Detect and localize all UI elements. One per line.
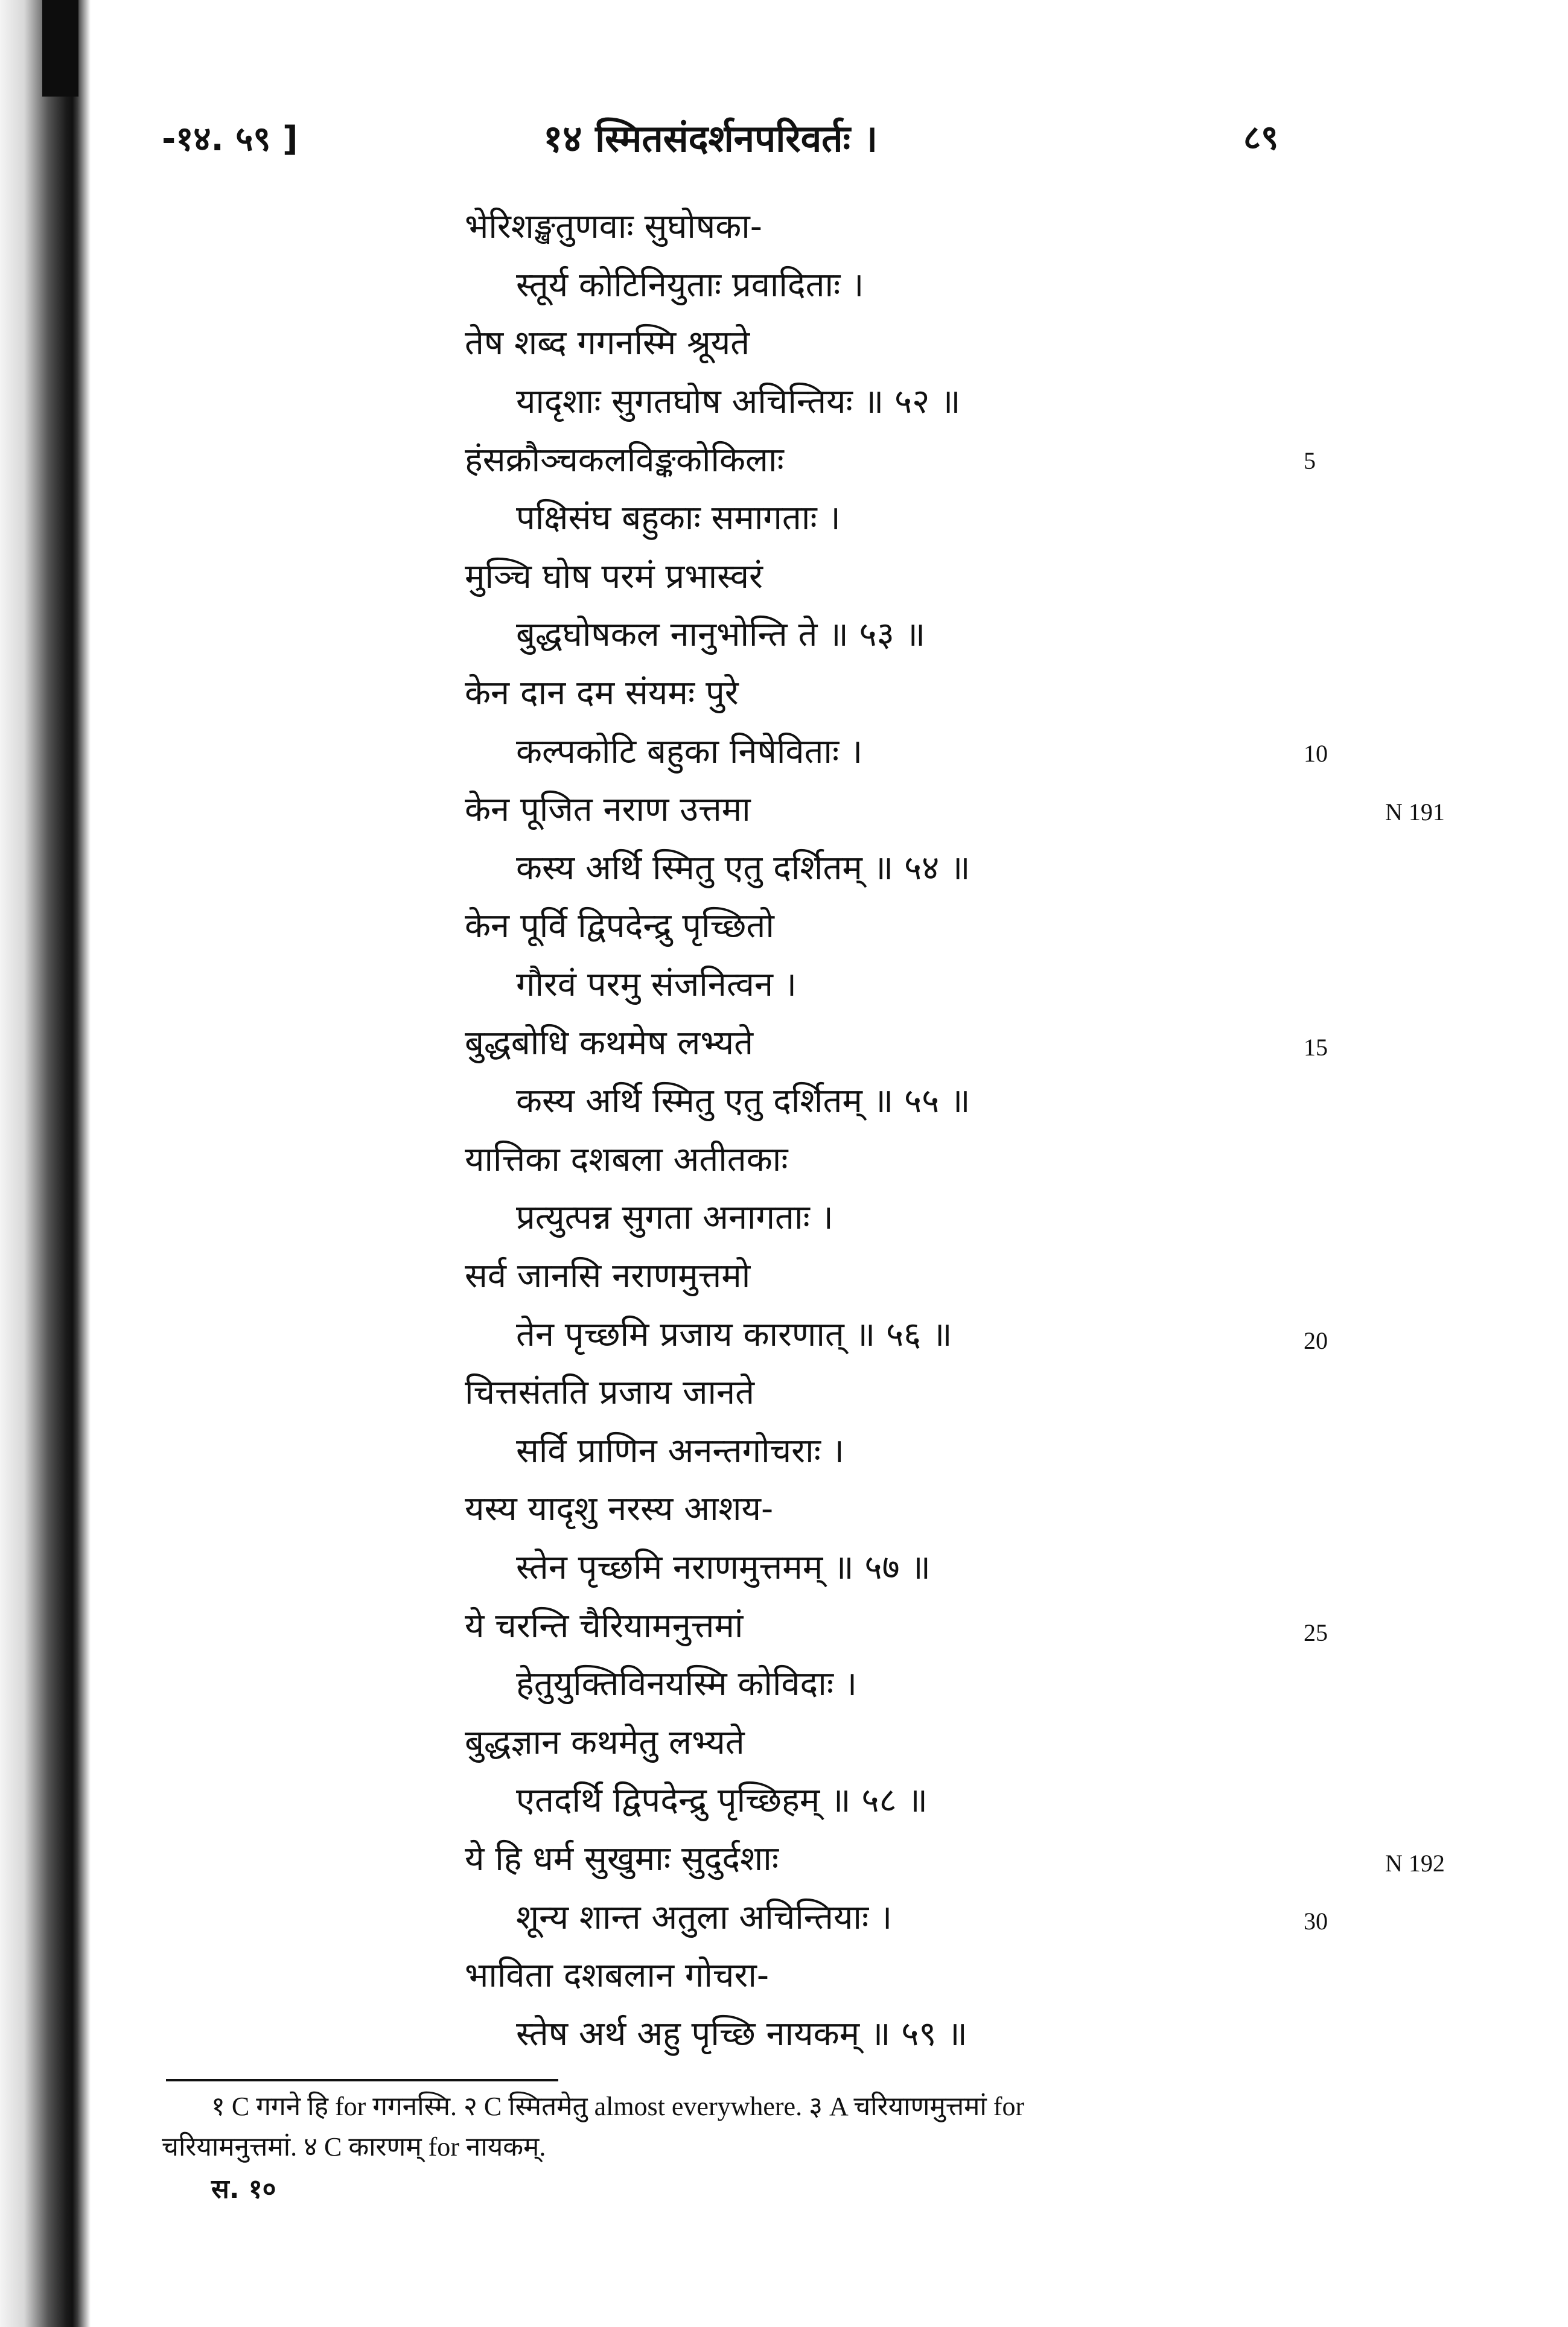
line-number: 20 bbox=[1304, 1327, 1328, 1354]
margin-reference: N 191 bbox=[1385, 798, 1445, 826]
verse-line: चित्तसंतति प्रजाय जानते bbox=[465, 1373, 755, 1412]
verse-line: केन दान दम संयमः पुरे bbox=[465, 673, 739, 713]
line-number: 30 bbox=[1304, 1908, 1328, 1935]
verse-line: भेरिशङ्खतुणवाः सुघोषका- bbox=[465, 207, 763, 246]
verse-line: प्रत्युत्पन्न सुगता अनागताः । bbox=[516, 1198, 833, 1237]
verse-line: भाविता दशबलान गोचरा- bbox=[465, 1956, 770, 1995]
verse-line: तेन पृच्छमि प्रजाय कारणात् ॥ ५६ ॥ bbox=[516, 1315, 952, 1354]
verse-line: बुद्धघोषकल नानुभोन्ति ते ॥ ५३ ॥ bbox=[516, 615, 926, 654]
verse-line: स्तूर्य कोटिनियुताः प्रवादिताः । bbox=[516, 266, 864, 305]
verse-line: सर्व जानसि नराणमुत्तमो bbox=[465, 1256, 751, 1296]
signature-mark: स. १० bbox=[211, 2174, 276, 2204]
verse-line: सर्वि प्राणिन अनन्तगोचराः । bbox=[516, 1431, 844, 1471]
page-header bbox=[0, 109, 1568, 163]
verse-line: एतदर्थि द्विपदेन्द्रु पृच्छिहम् ॥ ५८ ॥ bbox=[516, 1781, 928, 1820]
scan-binding-edge bbox=[0, 0, 91, 2327]
verse-line: कस्य अर्थि स्मितु एतु दर्शितम् ॥ ५५ ॥ bbox=[516, 1081, 970, 1121]
line-number: 5 bbox=[1304, 447, 1316, 474]
footnote-line: १ C गगने हि for गगनस्मि. २ C स्मितमेतु almost everywhere. ३ A चरियाणमुत्तमां for bbox=[211, 2092, 1025, 2121]
verse-line: यात्तिका दशबला अतीतकाः bbox=[465, 1140, 788, 1179]
verse-line: तेष शब्द गगनस्मि श्रूयते bbox=[465, 323, 750, 363]
header-page-number: ८९ bbox=[1243, 118, 1279, 158]
verse-line: हेतुयुक्तिविनयस्मि कोविदाः । bbox=[516, 1664, 858, 1704]
line-number: 10 bbox=[1304, 740, 1328, 767]
verse-line: बुद्धबोधि कथमेष लभ्यते bbox=[465, 1023, 754, 1063]
verse-line: केन पूर्वि द्विपदेन्द्रु पृच्छितो bbox=[465, 906, 774, 946]
header-chapter-title: १४ स्मितसंदर्शनपरिवर्तः । bbox=[543, 116, 878, 161]
line-number: 25 bbox=[1304, 1619, 1328, 1646]
verse-line: स्तेष अर्थ अहु पृच्छि नायकम् ॥ ५९ ॥ bbox=[516, 2014, 967, 2054]
verse-line: यादृशाः सुगतघोष अचिन्तियः ॥ ५२ ॥ bbox=[516, 382, 961, 421]
verse-line: पक्षिसंघ बहुकाः समागताः । bbox=[516, 498, 841, 538]
verse-line: केन पूजित नराण उत्तमा bbox=[465, 790, 751, 829]
header-verse-range: -१४. ५९ ] bbox=[162, 119, 298, 159]
verse-line: बुद्धज्ञान कथमेतु लभ्यते bbox=[465, 1723, 745, 1762]
margin-reference: N 192 bbox=[1385, 1850, 1445, 1877]
verse-line: हंसक्रौञ्चकलविङ्ककोकिलाः bbox=[465, 441, 784, 480]
verse-line: यस्य यादृशु नरस्य आशय- bbox=[465, 1489, 774, 1529]
verse-line: ये हि धर्म सुखुमाः सुदुर्दशाः bbox=[465, 1839, 779, 1879]
verse-line: कल्पकोटि बहुका निषेविताः । bbox=[516, 732, 863, 771]
line-number: 15 bbox=[1304, 1034, 1328, 1061]
verse-line: स्तेन पृच्छमि नराणमुत्तमम् ॥ ५७ ॥ bbox=[516, 1548, 931, 1587]
verse-line: ये चरन्ति चैरियामनुत्तमां bbox=[465, 1606, 744, 1646]
verse-line: गौरवं परमु संजनित्वन । bbox=[516, 965, 797, 1004]
verse-line: मुञ्चि घोष परमं प्रभास्वरं bbox=[465, 557, 763, 596]
verse-line: कस्य अर्थि स्मितु एतु दर्शितम् ॥ ५४ ॥ bbox=[516, 848, 970, 888]
verse-line: शून्य शान्त अतुला अचिन्तियाः । bbox=[516, 1898, 893, 1937]
footnote-line: चरियामनुत्तमां. ४ C कारणम् for नायकम्. bbox=[162, 2132, 546, 2162]
scan-binding-shadow bbox=[42, 0, 78, 97]
footnote-rule bbox=[166, 2079, 558, 2081]
